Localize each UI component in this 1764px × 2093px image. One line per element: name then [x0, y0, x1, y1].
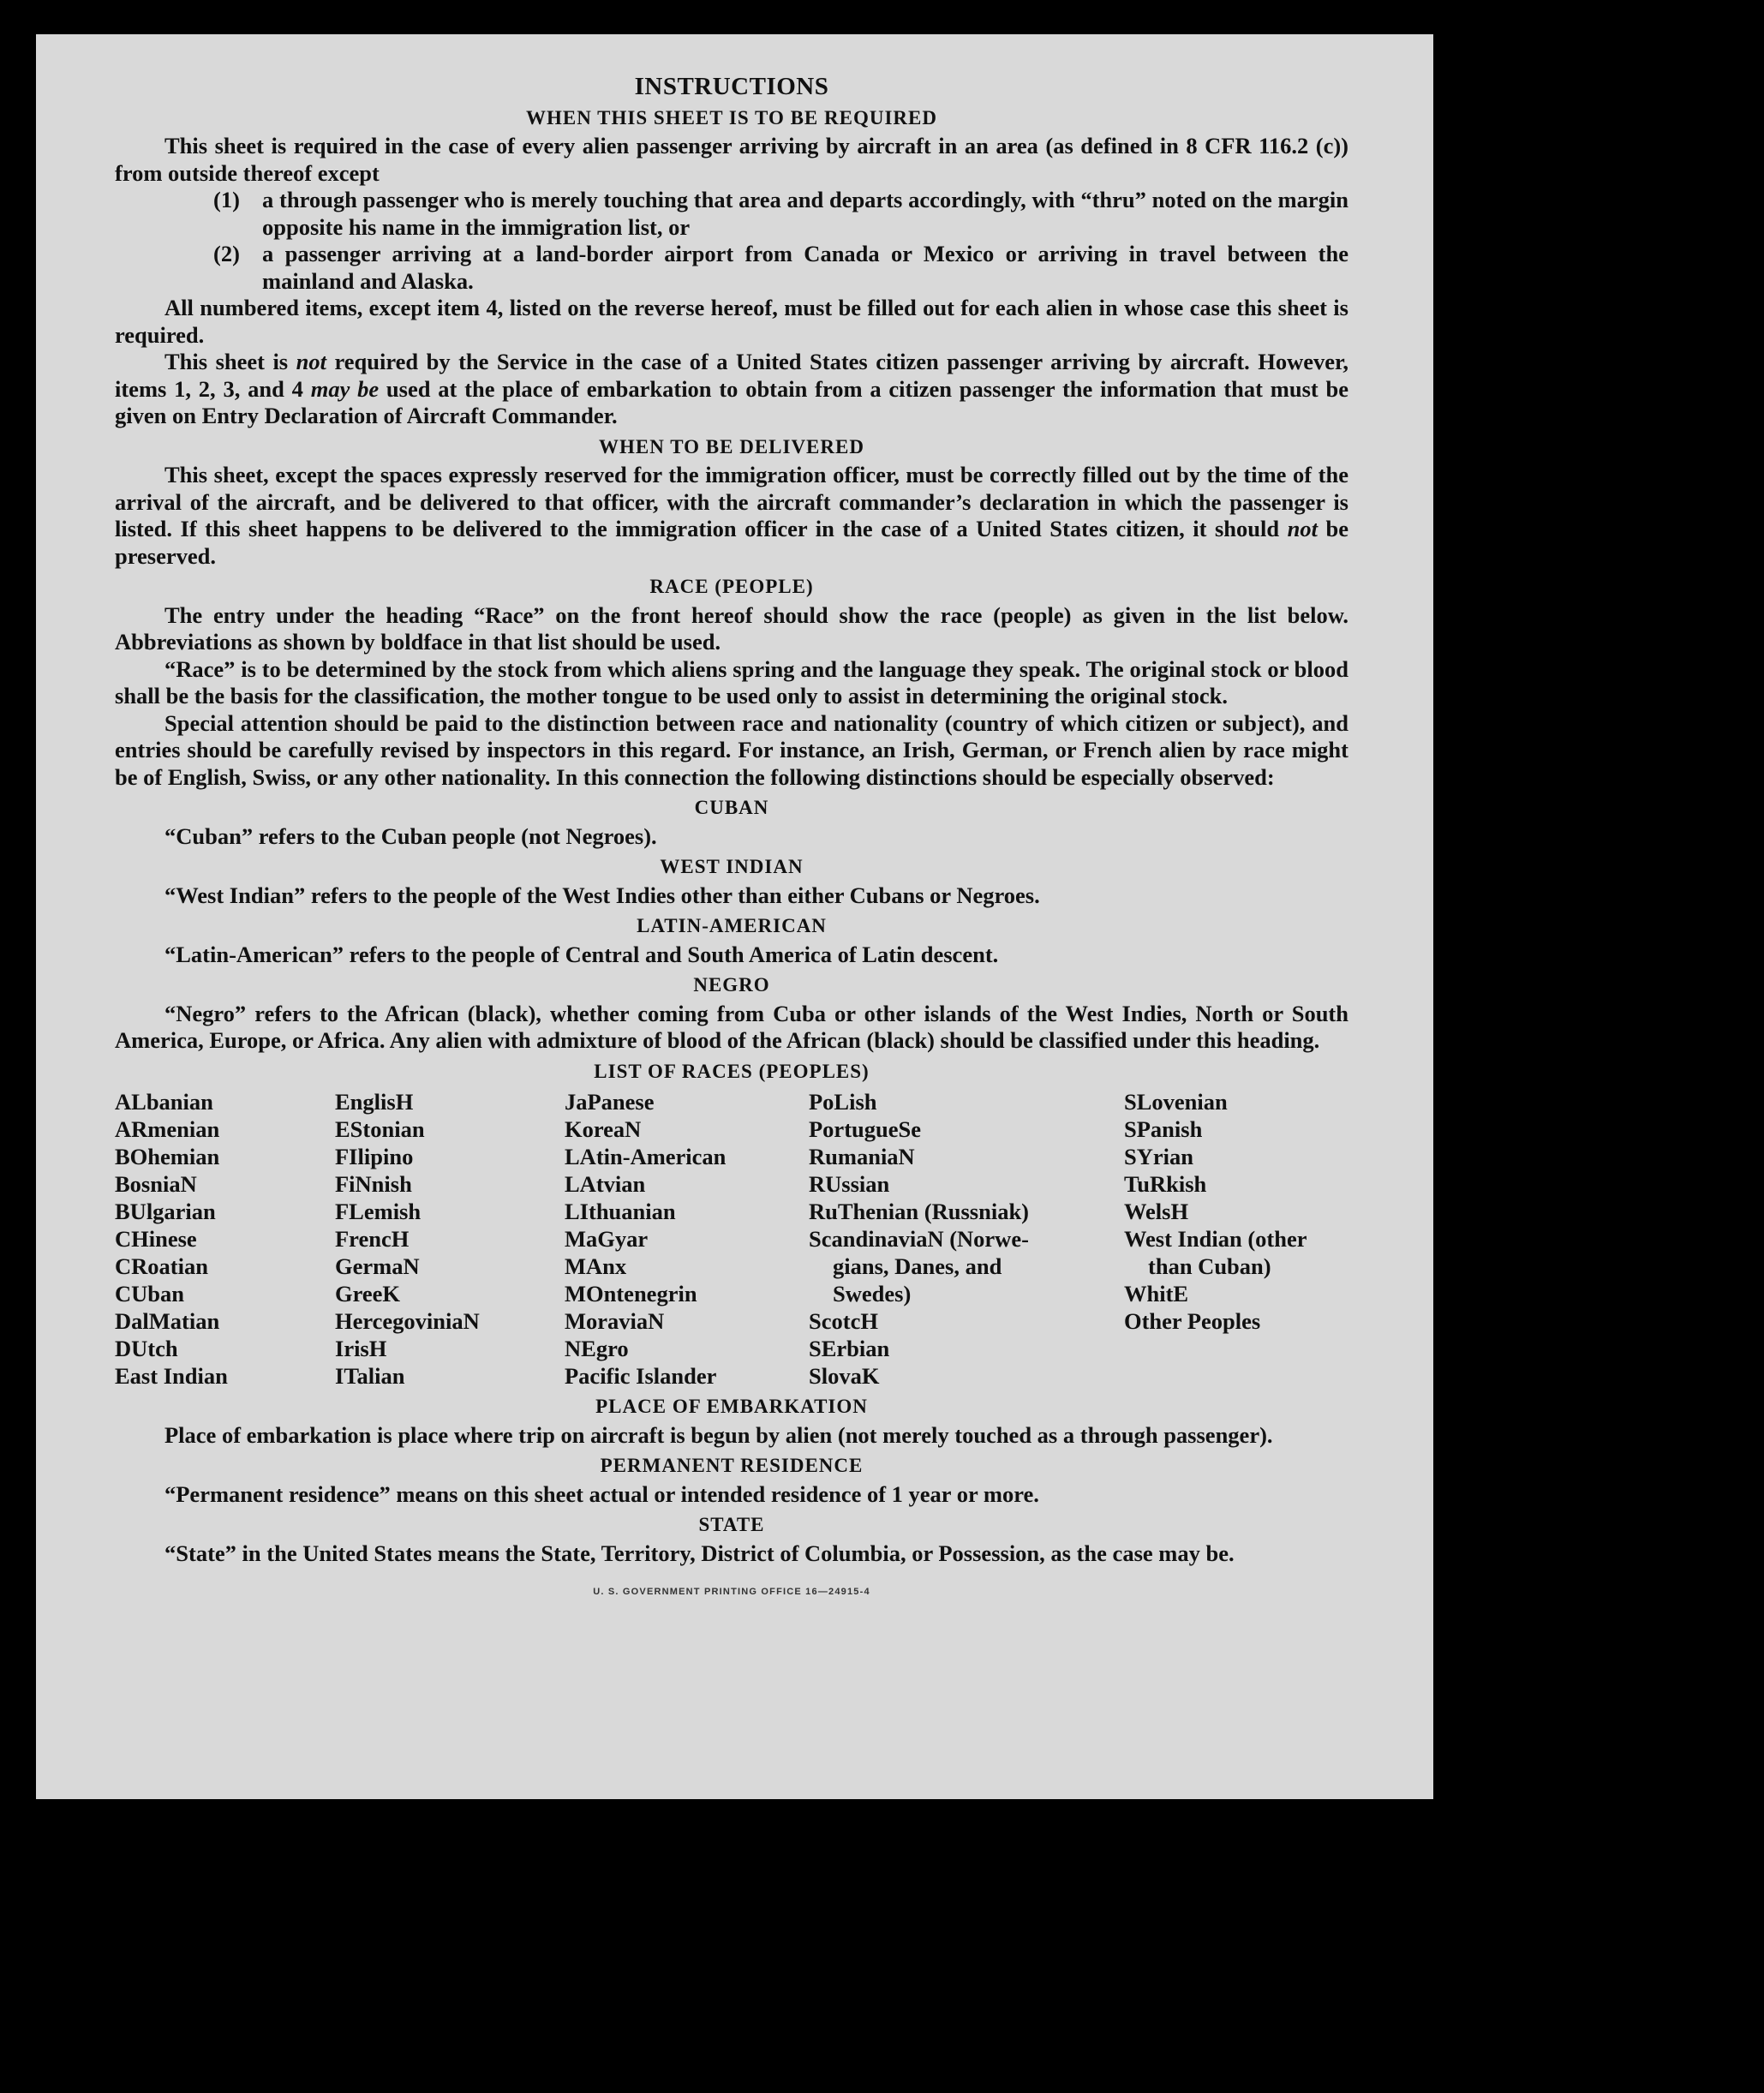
races-column-3 — [565, 1088, 809, 1390]
race-item: MaGyar — [565, 1226, 649, 1252]
heading-permanent-residence: PERMANENT RESIDENCE — [600, 1455, 864, 1476]
definition-latin-american: “Latin-American” refers to the people of Central and South America of Latin descent. — [164, 941, 999, 967]
race-item: WelsH — [1124, 1199, 1189, 1224]
race-item: FrencH — [335, 1226, 410, 1252]
race-item: NEgro — [565, 1336, 629, 1361]
race-item: RuThenian (Russniak) — [809, 1199, 1030, 1224]
heading-west-indian: WEST INDIAN — [660, 856, 804, 877]
definition-state: “State” in the United States means the State, Territory, District of Columbia, or Possession, as the case may be. — [164, 1540, 1235, 1566]
race-item: DalMatian — [115, 1308, 220, 1334]
exception-item-2 — [213, 241, 1348, 295]
race-item: SPanish — [1124, 1116, 1203, 1142]
race-item: PortugueSe — [809, 1116, 922, 1142]
race-item: GreeK — [335, 1281, 401, 1307]
race-item: CRoatian — [115, 1253, 208, 1279]
definition-negro: “Negro” refers to the African (black), whether coming from Cuba or other islands of the West Indies, North or South America, Europe, or Africa. Any alien with admixture of blood of the African (black) should be classified under this heading. — [115, 1000, 1348, 1053]
definition-cuban: “Cuban” refers to the Cuban people (not Negroes). — [164, 822, 657, 849]
item-number: (1) — [213, 187, 240, 212]
paragraph-numbered-items: All numbered items, except item 4, listed on the reverse hereof, must be filled out for each alien in whose case this sheet is required. — [115, 295, 1348, 348]
race-item: EStonian — [335, 1116, 425, 1142]
race-item: LIthuanian — [565, 1199, 676, 1224]
races-column-2 — [335, 1088, 565, 1390]
race-item: SYrian — [1124, 1144, 1193, 1169]
race-item: ITalian — [335, 1363, 405, 1389]
race-item: IrisH — [335, 1336, 387, 1361]
definition-embarkation: Place of embarkation is place where trip on aircraft is begun by alien (not merely touched as a through passenger). — [164, 1421, 1273, 1448]
race-item: than Cuban) — [1148, 1253, 1271, 1279]
instructions-content — [115, 74, 1348, 1606]
race-item: FiNnish — [335, 1171, 412, 1197]
race-item: East Indian — [115, 1363, 228, 1389]
race-item: West Indian (other — [1124, 1226, 1307, 1252]
race-item: MoraviaN — [565, 1308, 665, 1334]
race-item: FLemish — [335, 1199, 422, 1224]
race-item: BOhemian — [115, 1144, 220, 1169]
definition-residence: “Permanent residence” means on this sheet actual or intended residence of 1 year or more. — [164, 1480, 1039, 1507]
race-item: CUban — [115, 1281, 185, 1307]
races-list — [115, 1088, 1348, 1390]
race-item: MOntenegrin — [565, 1281, 697, 1307]
heading-when-delivered: WHEN TO BE DELIVERED — [599, 435, 864, 457]
paragraph-required: This sheet is required in the case of every alien passenger arriving by aircraft in an area (as defined in 8 CFR 116.2 (c)) from outside thereof except — [115, 133, 1348, 186]
race-item: GermaN — [335, 1253, 420, 1279]
race-item: PoLish — [809, 1089, 877, 1115]
race-item: DUtch — [115, 1336, 178, 1361]
heading-state: STATE — [698, 1514, 765, 1535]
races-column-1 — [115, 1088, 335, 1390]
race-item: KoreaN — [565, 1116, 642, 1142]
race-item: RUssian — [809, 1171, 890, 1197]
item-text: a through passenger who is merely touching that area and departs accordingly, with “thru” noted on the margin opposite his name in the immigration list, or — [262, 187, 1348, 240]
race-item: BosniaN — [115, 1171, 197, 1197]
heading-race: RACE (PEOPLE) — [649, 576, 814, 597]
race-item: ARmenian — [115, 1116, 220, 1142]
race-item: LAtvian — [565, 1171, 646, 1197]
race-item: FIlipino — [335, 1144, 414, 1169]
heading-list-of-races: LIST OF RACES (PEOPLES) — [594, 1060, 870, 1082]
definition-west-indian: “West Indian” refers to the people of the West Indies other than either Cubans or Negroes. — [164, 882, 1040, 908]
heading-place-of-embarkation: PLACE OF EMBARKATION — [595, 1396, 868, 1417]
heading-cuban: CUBAN — [694, 797, 769, 818]
paragraph-citizen: This sheet is not required by the Service in the case of a United States citizen passenger arriving by aircraft. However, items 1, 2, 3, and 4 may be used at the place of embarkation to obtain from a citizen passenger the information that must be given on Entry Declaration of Aircraft Commander. — [115, 349, 1349, 428]
race-item: BUlgarian — [115, 1199, 216, 1224]
printer-footer: U. S. GOVERNMENT PRINTING OFFICE 16—24915-4 — [593, 1587, 870, 1597]
race-item: gians, Danes, and — [833, 1253, 1002, 1279]
paragraph-race-nationality: Special attention should be paid to the distinction between race and nationality (country of which citizen or subject), and entries should be carefully revised by inspectors in this regard. For instance, an Irish, German, or French alien by race might be of English, Swiss, or any other nationality. In this connection the following distinctions should be especially observed: — [115, 709, 1348, 790]
races-column-4 — [809, 1088, 1124, 1390]
heading-when-required: WHEN THIS SHEET IS TO BE REQUIRED — [526, 106, 937, 129]
race-item: MAnx — [565, 1253, 627, 1279]
race-item: Other Peoples — [1124, 1308, 1261, 1334]
race-item: EnglisH — [335, 1089, 414, 1115]
item-number: (2) — [213, 241, 240, 266]
race-item: RumaniaN — [809, 1144, 915, 1169]
race-item: TuRkish — [1124, 1171, 1207, 1197]
race-item: CHinese — [115, 1226, 197, 1252]
paragraph-delivery: This sheet, except the spaces expressly reserved for the immigration officer, must be correctly filled out by the time of the arrival of the aircraft, and be delivered to that officer, with the aircraft commander’s declaration in which the passenger is listed. If this sheet happens to be delivered to the immigration officer in the case of a United States citizen, it should not be preserved. — [115, 462, 1348, 569]
race-item: SErbian — [809, 1336, 890, 1361]
race-item: LAtin-American — [565, 1144, 727, 1169]
race-item: ScandinaviaN (Norwe- — [809, 1226, 1029, 1252]
exception-item-1 — [213, 187, 1348, 241]
heading-negro: NEGRO — [693, 974, 770, 996]
race-item: Pacific Islander — [565, 1363, 717, 1389]
race-item: HercegoviniaN — [335, 1308, 480, 1334]
paragraph-race-definition: “Race” is to be determined by the stock from which aliens spring and the language they speak. The original stock or blood shall be the basis for the classification, the mother tongue to be used only to assist in determining the original stock. — [115, 655, 1348, 709]
race-item: SLovenian — [1124, 1089, 1228, 1115]
paragraph-race-entry: The entry under the heading “Race” on the front hereof should show the race (people) as given in the list below. Abbreviations as shown by boldface in that list should be used. — [115, 601, 1348, 655]
race-item: Swedes) — [833, 1281, 912, 1307]
heading-latin-american: LATIN-AMERICAN — [637, 915, 827, 936]
document-sheet — [36, 34, 1433, 1799]
race-item: JaPanese — [565, 1089, 655, 1115]
race-item: ScotcH — [809, 1308, 878, 1334]
race-item: WhitE — [1124, 1281, 1189, 1307]
item-text: a passenger arriving at a land-border airport from Canada or Mexico or arriving in travel between the mainland and Alaska. — [262, 241, 1348, 294]
race-item: ALbanian — [115, 1089, 213, 1115]
race-item: SlovaK — [809, 1363, 880, 1389]
races-column-5 — [1124, 1088, 1348, 1390]
page-title: INSTRUCTIONS — [634, 73, 829, 100]
